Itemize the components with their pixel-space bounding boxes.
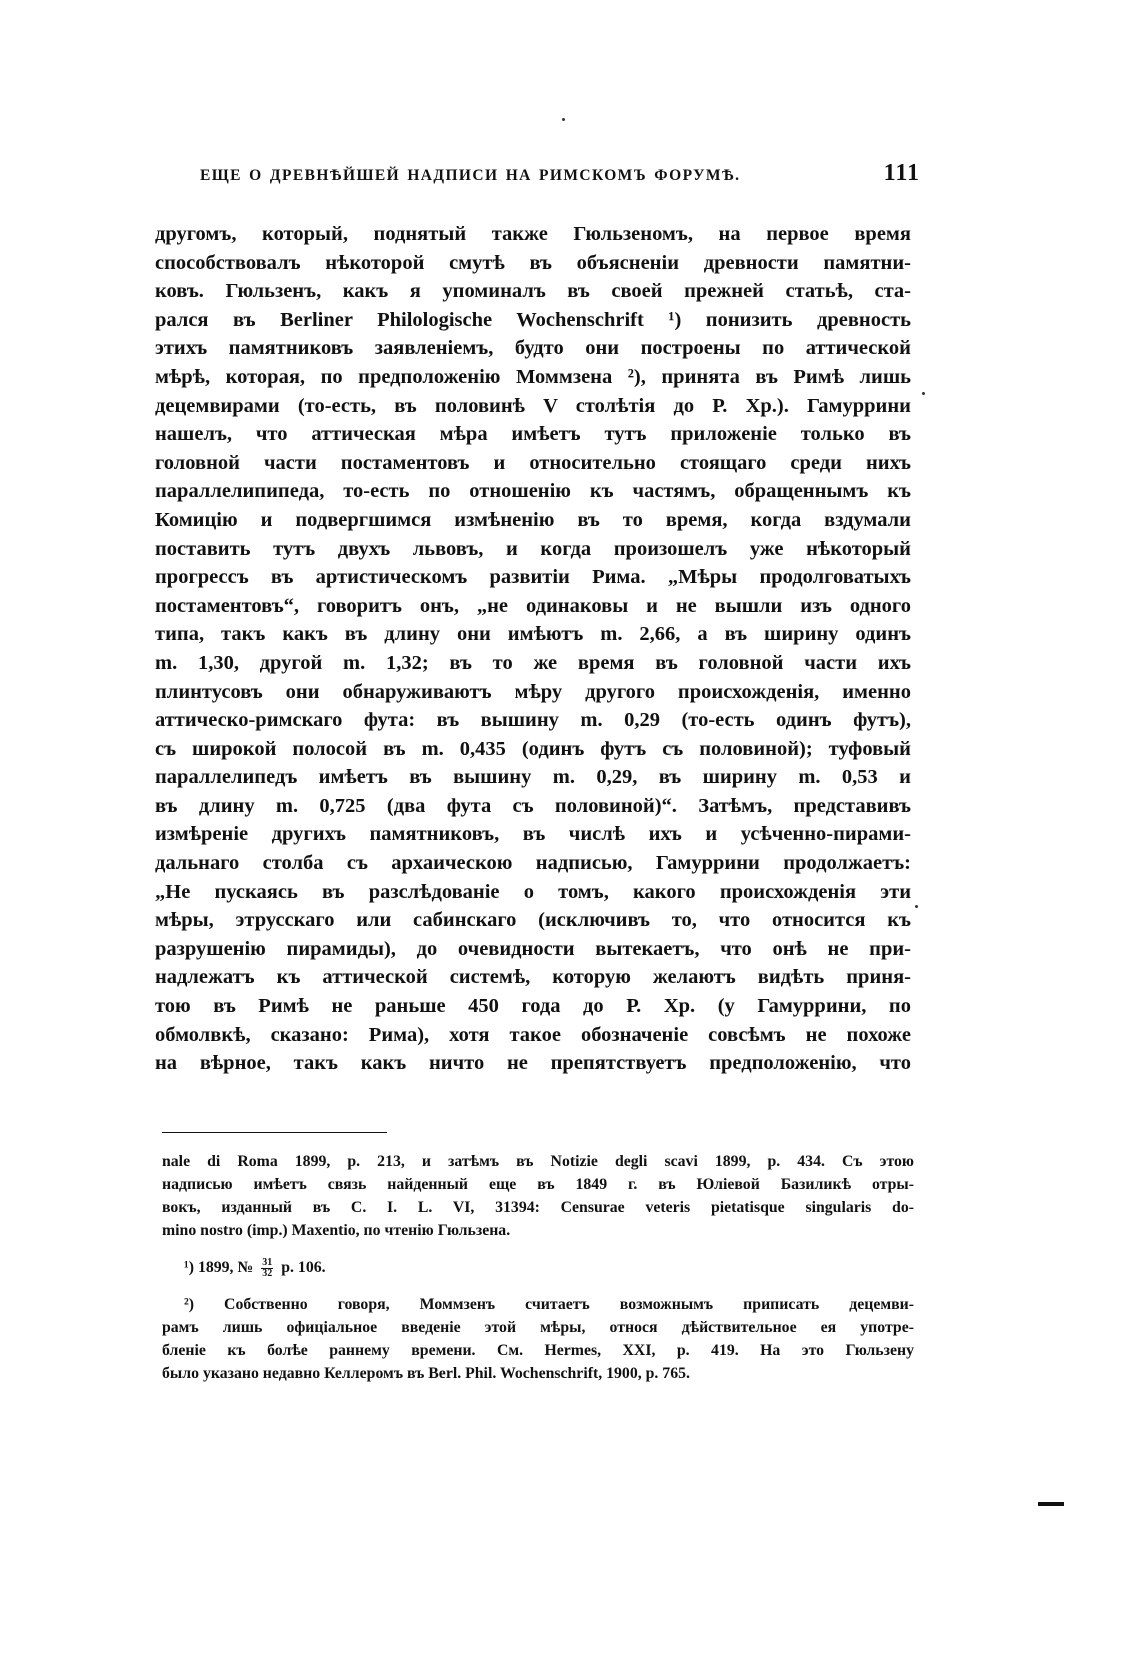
body-line: съ широкой полосой въ m. 0,435 (одинъ футъ съ половиной); туфовый xyxy=(155,737,911,760)
footnotes xyxy=(162,1150,914,1385)
page-number: 111 xyxy=(883,160,920,186)
body-line: типа, такъ какъ въ длину они имѣютъ m. 2,66, а въ ширину одинъ xyxy=(155,623,911,646)
body-line: прогрессъ въ артистическомъ развитіи Рима. „Мѣры продолговатыхъ xyxy=(155,566,911,589)
footnote-2-line: бленіе къ болѣе раннему времени. См. Hermes, XXI, p. 419. На это Гюльзену xyxy=(162,1342,914,1359)
issue-fraction xyxy=(261,1258,273,1279)
scan-mark-dash xyxy=(1038,1502,1064,1506)
footnote-gap xyxy=(162,1242,914,1256)
footnote-continuation-line: nale di Roma 1899, p. 213, и затѣмъ въ Notizie degli scavi 1899, p. 434. Съ этою xyxy=(162,1153,914,1170)
body-text xyxy=(155,220,911,1078)
body-line: тою въ Римѣ не раньше 450 года до Р. Хр. (у Гамуррини, по xyxy=(155,995,911,1018)
body-line: параллелипедъ имѣетъ въ вышину m. 0,29, въ ширину m. 0,53 и xyxy=(155,766,911,789)
body-line: измѣреніе другихъ памятниковъ, въ числѣ ихъ и усѣченно-пирами- xyxy=(155,823,911,846)
body-line: поставить тутъ двухъ львовъ, и когда произошелъ уже нѣкоторый xyxy=(155,537,911,560)
number-sign: № xyxy=(237,1259,254,1276)
body-line: мѣры, этрусскаго или сабинскаго (исключивъ то, что относится къ xyxy=(155,909,911,932)
body-line: „Не пускаясь въ разслѣдованіе о томъ, какого происхожденія эти xyxy=(155,880,911,903)
body-line: m. 1,30, другой m. 1,32; въ то же время въ головной части ихъ xyxy=(155,651,911,674)
body-line: Комицію и подвергшимся измѣненію въ то время, когда вздумали xyxy=(155,508,911,531)
body-line: обмолвкѣ, сказано: Рима), хотя такое обозначеніе совсѣмъ не похоже xyxy=(155,1023,911,1046)
body-line: аттическо-римскаго фута: въ вышину m. 0,29 (то-есть одинъ футъ), xyxy=(155,709,911,732)
body-line: дальнаго столба съ архаическою надписью, Гамуррини продолжаетъ: xyxy=(155,852,911,875)
scan-speck xyxy=(915,905,918,908)
body-line: другомъ, который, поднятый также Гюльзеномъ, на первое время xyxy=(155,223,911,245)
scan-speck xyxy=(922,392,925,395)
body-line: этихъ памятниковъ заявленіемъ, будто они построены по аттической xyxy=(155,337,911,360)
body-line: способствовалъ нѣкоторой смутѣ въ объясненіи древности памятни- xyxy=(155,251,911,274)
body-line: рался въ Berliner Philologische Wochenschrift ¹) понизить древность xyxy=(155,308,911,331)
body-line: мѣрѣ, которая, по предположенію Моммзена ²), принята въ Римѣ лишь xyxy=(155,365,911,388)
footnote-continuation-line: вокъ, изданный въ C. I. L. VI, 31394: Censurae veteris pietatisque singularis do- xyxy=(162,1199,914,1216)
fraction-numerator: 31 xyxy=(262,1256,273,1268)
scan-speck xyxy=(562,118,565,121)
footnote-marker: ¹) xyxy=(184,1259,194,1276)
body-line: въ длину m. 0,725 (два фута съ половиной)“. Затѣмъ, представивъ xyxy=(155,794,911,817)
body-line: на вѣрное, такъ какъ ничто не препятствуетъ предположенію, что xyxy=(155,1052,911,1075)
footnote-gap xyxy=(162,1279,914,1293)
footnote-1 xyxy=(162,1256,914,1279)
running-head xyxy=(200,160,920,200)
footnote-page: p. 106. xyxy=(281,1259,326,1276)
body-line: децемвирами (то-есть, въ половинѣ V столѣтія до Р. Хр.). Гамуррини xyxy=(155,394,911,417)
body-line: головной части постаментовъ и относительно стоящаго среди нихъ xyxy=(155,451,911,474)
body-line: разрушенію пирамиды), до очевидности вытекаетъ, что онѣ не при- xyxy=(155,937,911,960)
body-line: параллелипипеда, то-есть по отношенію къ частямъ, обращеннымъ къ xyxy=(155,480,911,503)
footnote-year: 1899, xyxy=(197,1259,234,1276)
body-line: нашелъ, что аттическая мѣра имѣетъ тутъ приложеніе только въ xyxy=(155,423,911,446)
footnote-2-line: ²) Собственно говоря, Моммзенъ считаетъ возможнымъ приписать децемви- xyxy=(184,1296,914,1313)
body-line: плинтусовъ они обнаруживаютъ мѣру другого происхожденія, именно xyxy=(155,680,911,703)
body-line: надлежатъ къ аттической системѣ, которую желаютъ видѣть приня- xyxy=(155,966,911,989)
footnote-continuation-line: надписью имѣетъ связь найденный еще въ 1849 г. въ Юліевой Базиликѣ отры- xyxy=(162,1176,914,1193)
footnote-continuation-line: mino nostro (imp.) Maxentio, по чтенію Гюльзена. xyxy=(162,1222,511,1239)
body-line: ковъ. Гюльзенъ, какъ я упоминалъ въ своей прежней статьѣ, ста- xyxy=(155,280,911,303)
footnote-2-line: было указано недавно Келлеромъ въ Berl. Phil. Wochenschrift, 1900, p. 765. xyxy=(162,1365,690,1382)
body-line: постаментовъ“, говоритъ онъ, „не одинаковы и не вышли изъ одного xyxy=(155,594,911,617)
footnote-2-line: рамъ лишь офиціальное введеніе этой мѣры, относя дѣйствительное ея употре- xyxy=(162,1319,914,1336)
footnote-rule xyxy=(162,1132,387,1133)
running-title: ЕЩЕ О ДРЕВНѢЙШЕЙ НАДПИСИ НА РИМСКОМЪ ФОРУМѢ. xyxy=(200,167,741,184)
fraction-denominator: 32 xyxy=(262,1267,273,1279)
